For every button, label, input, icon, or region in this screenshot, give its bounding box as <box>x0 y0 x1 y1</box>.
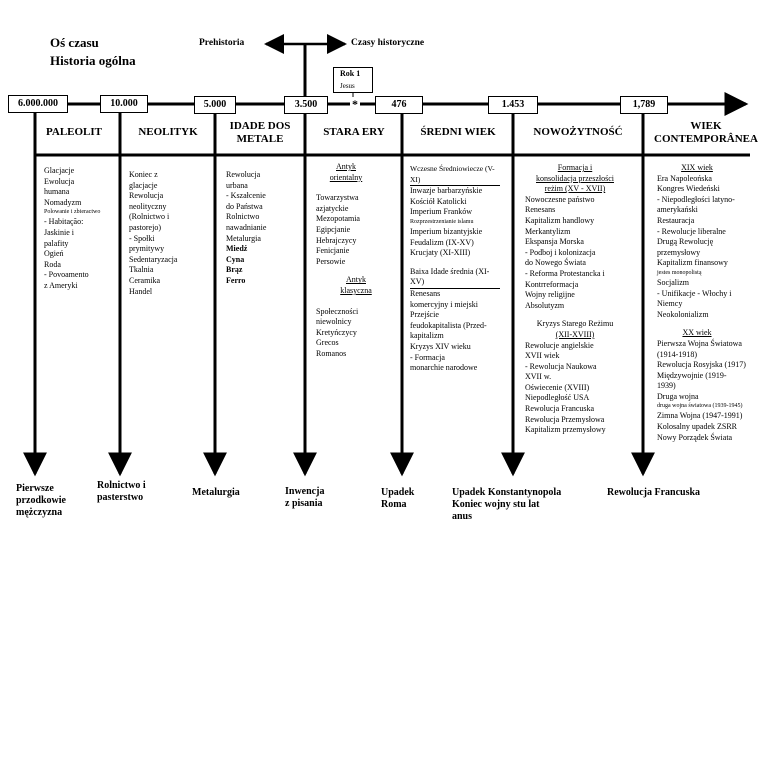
paleolit-item: Jaskinie i <box>44 227 74 237</box>
era-paleolit: PALEOLIT <box>45 126 103 138</box>
prehistory-label: Prehistoria <box>199 38 245 48</box>
era-wiek-line1: WIEK <box>690 120 722 132</box>
neolityk-item: pastorejo) <box>129 222 161 232</box>
stara-heading1-line: Antyk <box>336 162 356 171</box>
wiek-item: Nowy Porządek Świata <box>657 432 733 442</box>
col-neolityk <box>129 170 213 297</box>
paleolit-item: z Ameryki <box>44 280 78 290</box>
era-wiek-line2: CONTEMPORÂNEA <box>654 133 758 145</box>
sredni-item: feudokapitalista (Przed- <box>410 320 487 330</box>
bottom-label-line: Upadek Konstantynopola <box>452 487 562 498</box>
nowo-item: Rewolucja Przemysłowa <box>525 414 605 424</box>
metale-item: Miedź <box>226 244 248 254</box>
bottom-label-line: przodkowie <box>16 495 66 506</box>
year-one-label: Rok 1 <box>340 69 361 78</box>
era-wiek <box>652 120 760 146</box>
wiek-item: Socjalizm <box>657 277 689 287</box>
bottom-label-line: Rolnictwo i <box>97 480 146 491</box>
sredni-item: Renesans <box>410 288 441 298</box>
wiek-item: - Niepodległości latyno- <box>657 194 735 204</box>
stara-item: niewolnicy <box>316 317 352 327</box>
nowo-heading1-line: konsolidacja przeszłości <box>536 173 614 183</box>
nowo-heading1-line: reżim (XV - XVII) <box>544 184 606 194</box>
nowo-item: Renesans <box>525 205 556 215</box>
nowo-item: - Rewolucja Naukowa <box>525 361 597 371</box>
stara-heading1-line: orientalny <box>329 172 363 182</box>
paleolit-item: Nomadyzm <box>44 197 82 207</box>
stara-item: Społeczności <box>316 306 359 316</box>
stara-heading1 <box>316 162 376 183</box>
wiek-item: Drugą Rewolucję <box>657 237 714 247</box>
neolityk-item: Koniec z <box>129 170 158 179</box>
stara-heading2-line: klasyczna <box>340 285 372 295</box>
date-box-476: 476 <box>375 96 423 114</box>
metale-item: nawadnianie <box>226 222 267 232</box>
era-metale <box>222 120 298 146</box>
era-stara: STARA ERY <box>323 126 385 138</box>
nowo-item: Nowoczesne państwo <box>525 194 595 204</box>
bottom-label-line: pasterstwo <box>97 492 144 503</box>
wiek-item: Rewolucja Rosyjska (1917) <box>657 360 746 370</box>
neolityk-item: Tkalnia <box>129 265 154 275</box>
bottom-label-line: mężczyzna <box>16 507 63 518</box>
date-box-1453: 1.453 <box>488 96 538 114</box>
wiek-item: Era Napoleońska <box>657 173 712 183</box>
neolityk-item: neolityczny <box>129 201 167 211</box>
paleolit-item: - Habitação: <box>44 217 84 227</box>
neolityk-item: Sedentaryzacja <box>129 254 178 264</box>
col-wiek <box>657 163 765 443</box>
bottom-label-line: anus <box>452 511 473 522</box>
stara-item: azjatyckie <box>316 203 349 213</box>
stara-heading2 <box>326 275 386 296</box>
wiek-item: 1939) <box>657 381 676 391</box>
era-metale-line1: IDADE DOS <box>229 120 291 132</box>
nowo-item: Wojny religijne <box>525 290 575 300</box>
nowo-item: - Podboj i kolonizacja <box>525 247 596 257</box>
sredni-item: Feudalizm (IX-XV) <box>410 237 474 247</box>
wiek-item: Kapitalizm finansowy <box>657 258 728 268</box>
date-box-5000: 5.000 <box>194 96 236 114</box>
nowo-item: Kapitalizm przemysłowy <box>525 425 606 435</box>
col-paleolit <box>44 166 116 292</box>
stara-item: Fenicjanie <box>316 246 350 256</box>
metale-item: Rewolucja <box>226 170 261 179</box>
neolityk-item: glacjacje <box>129 180 158 190</box>
stara-item: Kretyńczycy <box>316 327 357 337</box>
nowo-item: Rewolucja Francuska <box>525 404 595 414</box>
sredni-item: Krucjaty (XI-XIII) <box>410 248 471 258</box>
paleolit-item: Ogień <box>44 249 64 259</box>
metale-item: do Państwa <box>226 201 263 211</box>
metale-item: urbana <box>226 180 248 190</box>
nowo-heading1 <box>525 163 625 195</box>
bottom-label-agriculture <box>97 480 146 504</box>
sredni-heading2-line: Baixa Idade średnia (XI- <box>410 266 490 276</box>
wiek-item: Neokolonializm <box>657 309 709 319</box>
nowo-item: Oświecenie (XVIII) <box>525 382 590 392</box>
metale-item: - Kszałcenie <box>226 191 266 201</box>
bottom-label-line: Roma <box>381 499 407 510</box>
wiek-item: - Rewolucje liberalne <box>657 226 726 236</box>
bottom-label-line: Inwencja <box>285 486 325 497</box>
sredni-item: Imperium Franków <box>410 207 472 217</box>
col-sredni <box>410 164 510 374</box>
sredni-heading1-line: XI) <box>410 175 500 187</box>
nowo-item: Absolutyzm <box>525 300 565 310</box>
wiek-item: Druga wojna <box>657 391 699 401</box>
wiek-item: Zimna Wojna (1947-1991) <box>657 411 743 421</box>
wiek-item: Kolosalny upadek ZSRR <box>657 422 737 432</box>
neolityk-item: (Rolnictwo i <box>129 212 170 222</box>
stara-item: Grecos <box>316 338 339 348</box>
neolityk-item: Ceramika <box>129 275 161 285</box>
nowo-item: Rewolucje angielskie <box>525 340 594 350</box>
era-metale-line2: METALE <box>236 133 284 145</box>
era-neolityk: NEOLITYK <box>138 126 198 138</box>
stara-item: Persowie <box>316 256 346 266</box>
sredni-item: Kościół Katolicki <box>410 196 467 206</box>
metale-item: Ferro <box>226 275 246 285</box>
wiek-heading1: XIX wiek <box>681 163 713 172</box>
page-title <box>50 34 136 70</box>
title-line1: Oś czasu <box>50 35 99 50</box>
metale-item: Metalurgia <box>226 233 261 243</box>
nowo-heading1-line: Formacja i <box>557 163 593 172</box>
stara-item: Egipcjanie <box>316 224 351 234</box>
nowo-item: Ekspansja Morska <box>525 237 584 247</box>
wiek-item: - Unifikacje - Włochy i <box>657 288 732 298</box>
paleolit-item: humana <box>44 187 70 197</box>
sredni-item: monarchie narodowe <box>410 363 478 373</box>
neolityk-item: Rewolucja <box>129 191 164 201</box>
sredni-item: Kryzys XIV wieku <box>410 341 471 351</box>
year-one-star: * <box>352 97 358 111</box>
wiek-item: Międzywojnie (1919- <box>657 370 727 380</box>
nowo-item: Kapitalizm handlowy <box>525 215 595 225</box>
stara-item: Hebrajczycy <box>316 235 357 245</box>
historical-times-label: Czasy historyczne <box>351 38 425 48</box>
sredni-item: kapitalizm <box>410 331 444 341</box>
wiek-item: Pierwsza Wojna Światowa <box>657 338 742 348</box>
paleolit-item: Ewolucja <box>44 176 75 186</box>
nowo-heading2-line: Kryzys Starego Reżimu <box>536 319 614 329</box>
nowo-heading2-line: (XII-XVIII) <box>555 329 595 339</box>
nowo-item: - Reforma Protestancka i <box>525 268 605 278</box>
wiek-item: jestes monopolistą <box>657 269 702 276</box>
bottom-label-line: Pierwsze <box>16 483 54 494</box>
wiek-item: Restauracja <box>657 215 695 225</box>
sredni-heading1-line: Wczesne Średniowiecze (V- <box>410 164 495 173</box>
neolityk-item: Handel <box>129 286 153 296</box>
bottom-label-first-ancestors <box>16 483 66 519</box>
col-nowo <box>525 163 637 436</box>
nowo-item: Merkantylizm <box>525 226 571 236</box>
metale-item: Rolnictwo <box>226 212 260 222</box>
paleolit-item: Roda <box>44 259 61 269</box>
neolityk-item: prymitywy <box>129 244 165 254</box>
metale-item: Cyna <box>226 254 245 264</box>
sredni-item: Inwazje barbarzyńskie <box>410 186 483 196</box>
nowo-heading2 <box>525 319 625 340</box>
bottom-label-writing <box>285 486 324 510</box>
title-line2: Historia ogólna <box>50 53 136 68</box>
paleolit-item: - Povoamento <box>44 270 89 280</box>
wiek-item: druga wojna światowa (1939-1945) <box>657 403 743 410</box>
sredni-heading2-line: XV) <box>410 277 500 289</box>
wiek-item: przemysłowy <box>657 247 701 257</box>
date-box-3500: 3.500 <box>284 96 328 114</box>
nowo-item: Kontrreformacja <box>525 279 579 289</box>
paleolit-item: palafity <box>44 238 69 248</box>
wiek-item: (1914-1918) <box>657 349 697 359</box>
stara-item: Romanos <box>316 348 347 358</box>
sredni-item: Przejście <box>410 310 439 320</box>
date-box-6000000: 6.000.000 <box>8 95 68 113</box>
bottom-label-line: Koniec wojny stu lat <box>452 499 540 510</box>
era-sredni: ŚREDNI WIEK <box>420 126 496 138</box>
sredni-item: - Formacja <box>410 352 445 362</box>
stara-item: Towarzystwa <box>316 193 359 203</box>
metale-item: Brąz <box>226 265 243 275</box>
sredni-item: Rozprzestrzenianie islamu <box>410 218 474 225</box>
stara-item: Mezopotamia <box>316 214 360 224</box>
bottom-label-fall-of-rome <box>381 487 414 511</box>
stara-heading2-line: Antyk <box>346 275 366 285</box>
wiek-item: Niemcy <box>657 299 683 309</box>
nowo-item: XVII w. <box>525 372 552 382</box>
era-nowo: NOWOŻYTNOŚĆ <box>533 126 623 138</box>
paleolit-item: Glacjacje <box>44 166 75 175</box>
wiek-item: amerykański <box>657 205 698 215</box>
neolityk-item: - Społki <box>129 233 155 243</box>
date-box-10000: 10.000 <box>100 95 148 113</box>
col-metale <box>226 170 302 287</box>
paleolit-item: Polowanie i zbieractwo <box>44 209 101 216</box>
jesus-label: Jesus <box>340 82 355 90</box>
bottom-label-french-revolution: Rewolucja Francuska <box>607 487 701 498</box>
wiek-heading2: XX wiek <box>682 328 712 338</box>
nowo-item: Niepodległość USA <box>525 393 590 403</box>
bottom-label-line: z pisania <box>285 498 323 509</box>
bottom-label-constantinople <box>452 487 561 523</box>
nowo-item: XVII wiek <box>525 351 560 361</box>
date-box-1789: 1,789 <box>620 96 668 114</box>
col-stara <box>316 162 396 360</box>
wiek-item: Kongres Wiedeński <box>657 184 720 194</box>
year-one-box <box>333 67 373 93</box>
nowo-item: do Nowego Świata <box>525 258 586 268</box>
sredni-item: komercyjny i miejski <box>410 299 478 309</box>
bottom-label-line: Upadek <box>381 487 415 498</box>
bottom-label-metallurgy: Metalurgia <box>192 487 240 498</box>
sredni-item: Imperium bizantyjskie <box>410 226 483 236</box>
